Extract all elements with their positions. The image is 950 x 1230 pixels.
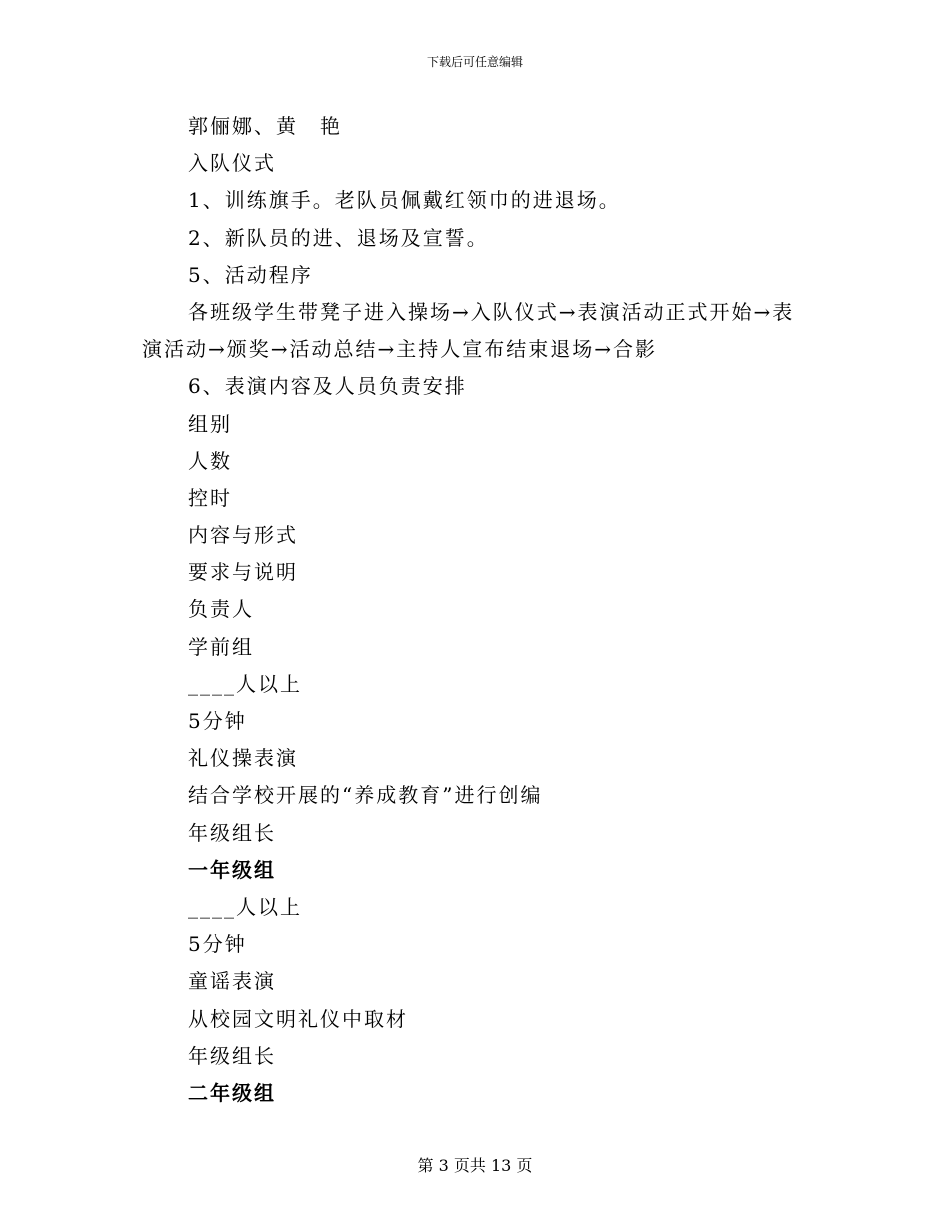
table-cell: ____人以上 bbox=[188, 894, 302, 919]
table-cell: 内容与形式 bbox=[188, 523, 298, 548]
section-heading: 5、活动程序 bbox=[188, 262, 313, 287]
document-body bbox=[142, 108, 806, 1112]
paragraph-line: 演活动→颁奖→活动总结→主持人宣布结束退场→合影 bbox=[142, 337, 658, 362]
list-item: 2、新队员的进、退场及宣誓。 bbox=[188, 225, 489, 250]
table-cell: 组别 bbox=[188, 411, 232, 436]
table-cell: 年级组长 bbox=[188, 820, 276, 845]
table-cell: ____人以上 bbox=[188, 671, 302, 696]
paragraph-line: 各班级学生带凳子进入操场→入队仪式→表演活动正式开始→表 bbox=[188, 299, 795, 324]
table-cell: 礼仪操表演 bbox=[188, 746, 298, 771]
table-cell: 5分钟 bbox=[188, 932, 247, 957]
table-cell: 二年级组 bbox=[188, 1080, 276, 1105]
section-heading: 6、表演内容及人员负责安排 bbox=[188, 374, 467, 399]
table-cell: 结合学校开展的“养成教育”进行创编 bbox=[188, 783, 543, 808]
table-cell: 年级组长 bbox=[188, 1043, 276, 1068]
list-item: 1、训练旗手。老队员佩戴红领巾的进退场。 bbox=[188, 188, 621, 213]
table-cell: 童谣表演 bbox=[188, 969, 276, 994]
table-cell: 要求与说明 bbox=[188, 560, 298, 585]
page-footer: 第 3 页共 13 页 bbox=[417, 1156, 533, 1175]
table-cell: 从校园文明礼仪中取材 bbox=[188, 1006, 408, 1031]
table-cell: 5分钟 bbox=[188, 709, 247, 733]
section-heading: 入队仪式 bbox=[188, 151, 276, 176]
table-cell: 负责人 bbox=[188, 597, 254, 622]
page-header: 下载后可任意编辑 bbox=[426, 55, 523, 69]
table-cell: 控时 bbox=[188, 485, 232, 510]
table-cell: 学前组 bbox=[188, 634, 254, 659]
table-cell: 一年级组 bbox=[188, 857, 276, 882]
names-line: 郭俪娜、黄 艳 bbox=[188, 114, 342, 138]
table-cell: 人数 bbox=[188, 448, 232, 473]
